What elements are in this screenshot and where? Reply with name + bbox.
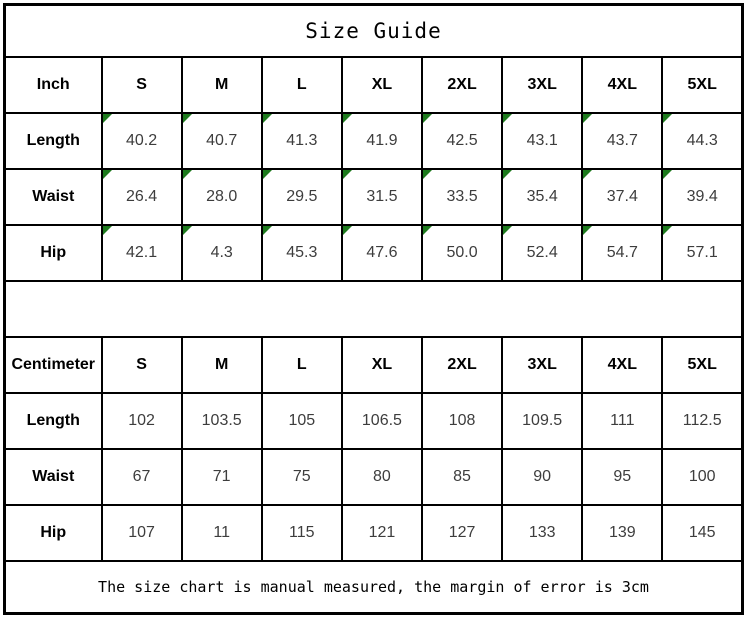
cell-value: 33.5 (446, 188, 478, 205)
size-header-xl: XL (342, 57, 422, 113)
footer-note: The size chart is manual measured, the margin of error is 3cm (5, 561, 743, 614)
size-header-3xl: 3XL (502, 57, 582, 113)
table-cell (342, 393, 422, 449)
cell-value: 85 (453, 468, 471, 485)
cell-comment-triangle-icon (503, 170, 512, 179)
cell-value: 111 (610, 412, 635, 429)
size-guide-panel (3, 3, 744, 615)
size-header-5xl: 5XL (662, 337, 742, 393)
table-cell (582, 169, 662, 225)
cell-value: 133 (528, 524, 556, 541)
cell-value: 121 (368, 524, 396, 541)
cell-value: 50.0 (446, 244, 478, 261)
cell-value: 112.5 (682, 412, 722, 429)
cell-value: 67 (132, 468, 151, 485)
table-cell (182, 449, 262, 505)
cell-comment-triangle-icon (503, 114, 512, 123)
cell-comment-triangle-icon (343, 114, 352, 123)
size-header-xl: XL (342, 337, 422, 393)
cell-value: 57.1 (686, 244, 718, 261)
cell-value: 45.3 (286, 244, 318, 261)
cell-value: 127 (448, 524, 476, 541)
footer-row (5, 561, 743, 614)
size-header-3xl: 3XL (502, 337, 582, 393)
table-cell (182, 505, 262, 561)
table-cell (262, 393, 342, 449)
cell-comment-triangle-icon (583, 226, 592, 235)
size-header-m: M (182, 337, 262, 393)
table-cell (422, 505, 502, 561)
row-label-waist: Waist (5, 169, 102, 225)
table-cell (262, 449, 342, 505)
cell-comment-triangle-icon (343, 226, 352, 235)
size-header-l: L (262, 57, 342, 113)
cell-value: 40.2 (125, 132, 158, 149)
cell-value: 80 (373, 468, 391, 485)
size-header-5xl: 5XL (662, 57, 742, 113)
cell-value: 47.6 (366, 244, 398, 261)
table-cell (422, 393, 502, 449)
table-cell (102, 169, 182, 225)
table-cell (102, 449, 182, 505)
cm-header-row (5, 337, 743, 393)
table-cell (262, 505, 342, 561)
table-cell (262, 169, 342, 225)
cell-comment-triangle-icon (103, 114, 112, 123)
inch-hip-row (5, 225, 743, 281)
spacer-cell (5, 281, 743, 337)
table-cell (102, 113, 182, 169)
table-cell (582, 393, 662, 449)
cell-comment-triangle-icon (663, 114, 672, 123)
table-cell (422, 449, 502, 505)
cell-value: 52.4 (526, 244, 558, 261)
cell-value: 54.7 (606, 244, 638, 261)
table-cell (342, 449, 422, 505)
size-header-2xl: 2XL (422, 57, 502, 113)
cell-comment-triangle-icon (423, 114, 432, 123)
inch-header-row (5, 57, 743, 113)
title-row (5, 5, 743, 58)
unit-header-inch: Inch (5, 57, 102, 113)
cell-value: 35.4 (526, 188, 558, 205)
cell-value: 95 (613, 468, 632, 485)
cell-value: 31.5 (366, 188, 398, 205)
cell-value: 100 (688, 468, 716, 485)
cell-comment-triangle-icon (583, 114, 592, 123)
table-cell (262, 113, 342, 169)
table-cell (662, 393, 742, 449)
cell-value: 90 (533, 468, 552, 485)
cell-value: 105 (288, 412, 316, 429)
cell-value: 29.5 (286, 188, 318, 205)
size-header-m: M (182, 57, 262, 113)
cell-comment-triangle-icon (263, 226, 272, 235)
inch-waist-row (5, 169, 743, 225)
table-cell (502, 225, 582, 281)
cell-value: 109.5 (522, 412, 563, 429)
cell-value: 102 (128, 412, 155, 429)
row-label-hip: Hip (5, 505, 102, 561)
cell-value: 11 (213, 524, 230, 541)
cell-comment-triangle-icon (663, 226, 672, 235)
cell-value: 139 (608, 524, 636, 541)
cell-comment-triangle-icon (103, 170, 112, 179)
cell-value: 42.5 (446, 132, 478, 149)
cell-comment-triangle-icon (183, 226, 192, 235)
cell-comment-triangle-icon (263, 170, 272, 179)
row-label-hip: Hip (5, 225, 102, 281)
cell-value: 106.5 (361, 412, 402, 429)
table-cell (582, 505, 662, 561)
table-cell (262, 225, 342, 281)
spacer-row (5, 281, 743, 337)
cell-value: 39.4 (686, 188, 718, 205)
cell-value: 115 (289, 524, 315, 541)
table-cell (502, 505, 582, 561)
cell-comment-triangle-icon (503, 226, 512, 235)
unit-header-centimeter: Centimeter (5, 337, 102, 393)
cell-comment-triangle-icon (343, 170, 352, 179)
row-label-length: Length (5, 113, 102, 169)
inch-length-row (5, 113, 743, 169)
size-header-s: S (102, 337, 182, 393)
cell-comment-triangle-icon (583, 170, 592, 179)
cell-comment-triangle-icon (183, 114, 192, 123)
table-cell (662, 449, 742, 505)
table-cell (662, 505, 742, 561)
table-cell (502, 113, 582, 169)
table-cell (582, 449, 662, 505)
cm-length-row (5, 393, 743, 449)
table-cell (102, 225, 182, 281)
table-cell (502, 449, 582, 505)
cell-value: 41.9 (366, 132, 398, 149)
cell-value: 103.5 (201, 412, 242, 429)
cell-value: 43.1 (526, 132, 558, 149)
cm-waist-row (5, 449, 743, 505)
table-cell (182, 169, 262, 225)
table-cell (502, 169, 582, 225)
cell-value: 107 (128, 524, 155, 541)
size-header-4xl: 4XL (582, 57, 662, 113)
table-cell (182, 393, 262, 449)
table-cell (342, 169, 422, 225)
table-cell (662, 169, 742, 225)
table-cell (502, 393, 582, 449)
cell-comment-triangle-icon (263, 114, 272, 123)
cell-value: 41.3 (286, 132, 318, 149)
cell-value: 26.4 (125, 188, 158, 205)
row-label-length: Length (5, 393, 102, 449)
cell-comment-triangle-icon (663, 170, 672, 179)
cell-value: 44.3 (686, 132, 718, 149)
cell-value: 71 (212, 468, 231, 485)
table-cell (422, 169, 502, 225)
table-cell (342, 225, 422, 281)
table-cell (662, 225, 742, 281)
size-header-s: S (102, 57, 182, 113)
size-header-l: L (262, 337, 342, 393)
table-cell (422, 113, 502, 169)
table-cell (342, 505, 422, 561)
cell-value: 37.4 (606, 188, 638, 205)
cell-value: 4.3 (210, 244, 233, 261)
page-title: Size Guide (5, 5, 743, 58)
cell-value: 108 (448, 412, 476, 429)
cell-value: 28.0 (206, 188, 238, 205)
cell-comment-triangle-icon (183, 170, 192, 179)
size-guide-table (3, 3, 744, 615)
table-cell (182, 225, 262, 281)
table-cell (422, 225, 502, 281)
cell-comment-triangle-icon (423, 170, 432, 179)
table-cell (582, 225, 662, 281)
cell-value: 145 (688, 524, 716, 541)
cell-value: 75 (292, 468, 311, 485)
cell-value: 42.1 (125, 244, 158, 261)
size-header-4xl: 4XL (582, 337, 662, 393)
table-cell (662, 113, 742, 169)
cell-comment-triangle-icon (103, 226, 112, 235)
table-cell (102, 393, 182, 449)
table-cell (182, 113, 262, 169)
table-cell (342, 113, 422, 169)
cell-value: 43.7 (606, 132, 638, 149)
cm-hip-row (5, 505, 743, 561)
cell-comment-triangle-icon (423, 226, 432, 235)
table-cell (102, 505, 182, 561)
size-header-2xl: 2XL (422, 337, 502, 393)
table-cell (582, 113, 662, 169)
row-label-waist: Waist (5, 449, 102, 505)
cell-value: 40.7 (206, 132, 238, 149)
